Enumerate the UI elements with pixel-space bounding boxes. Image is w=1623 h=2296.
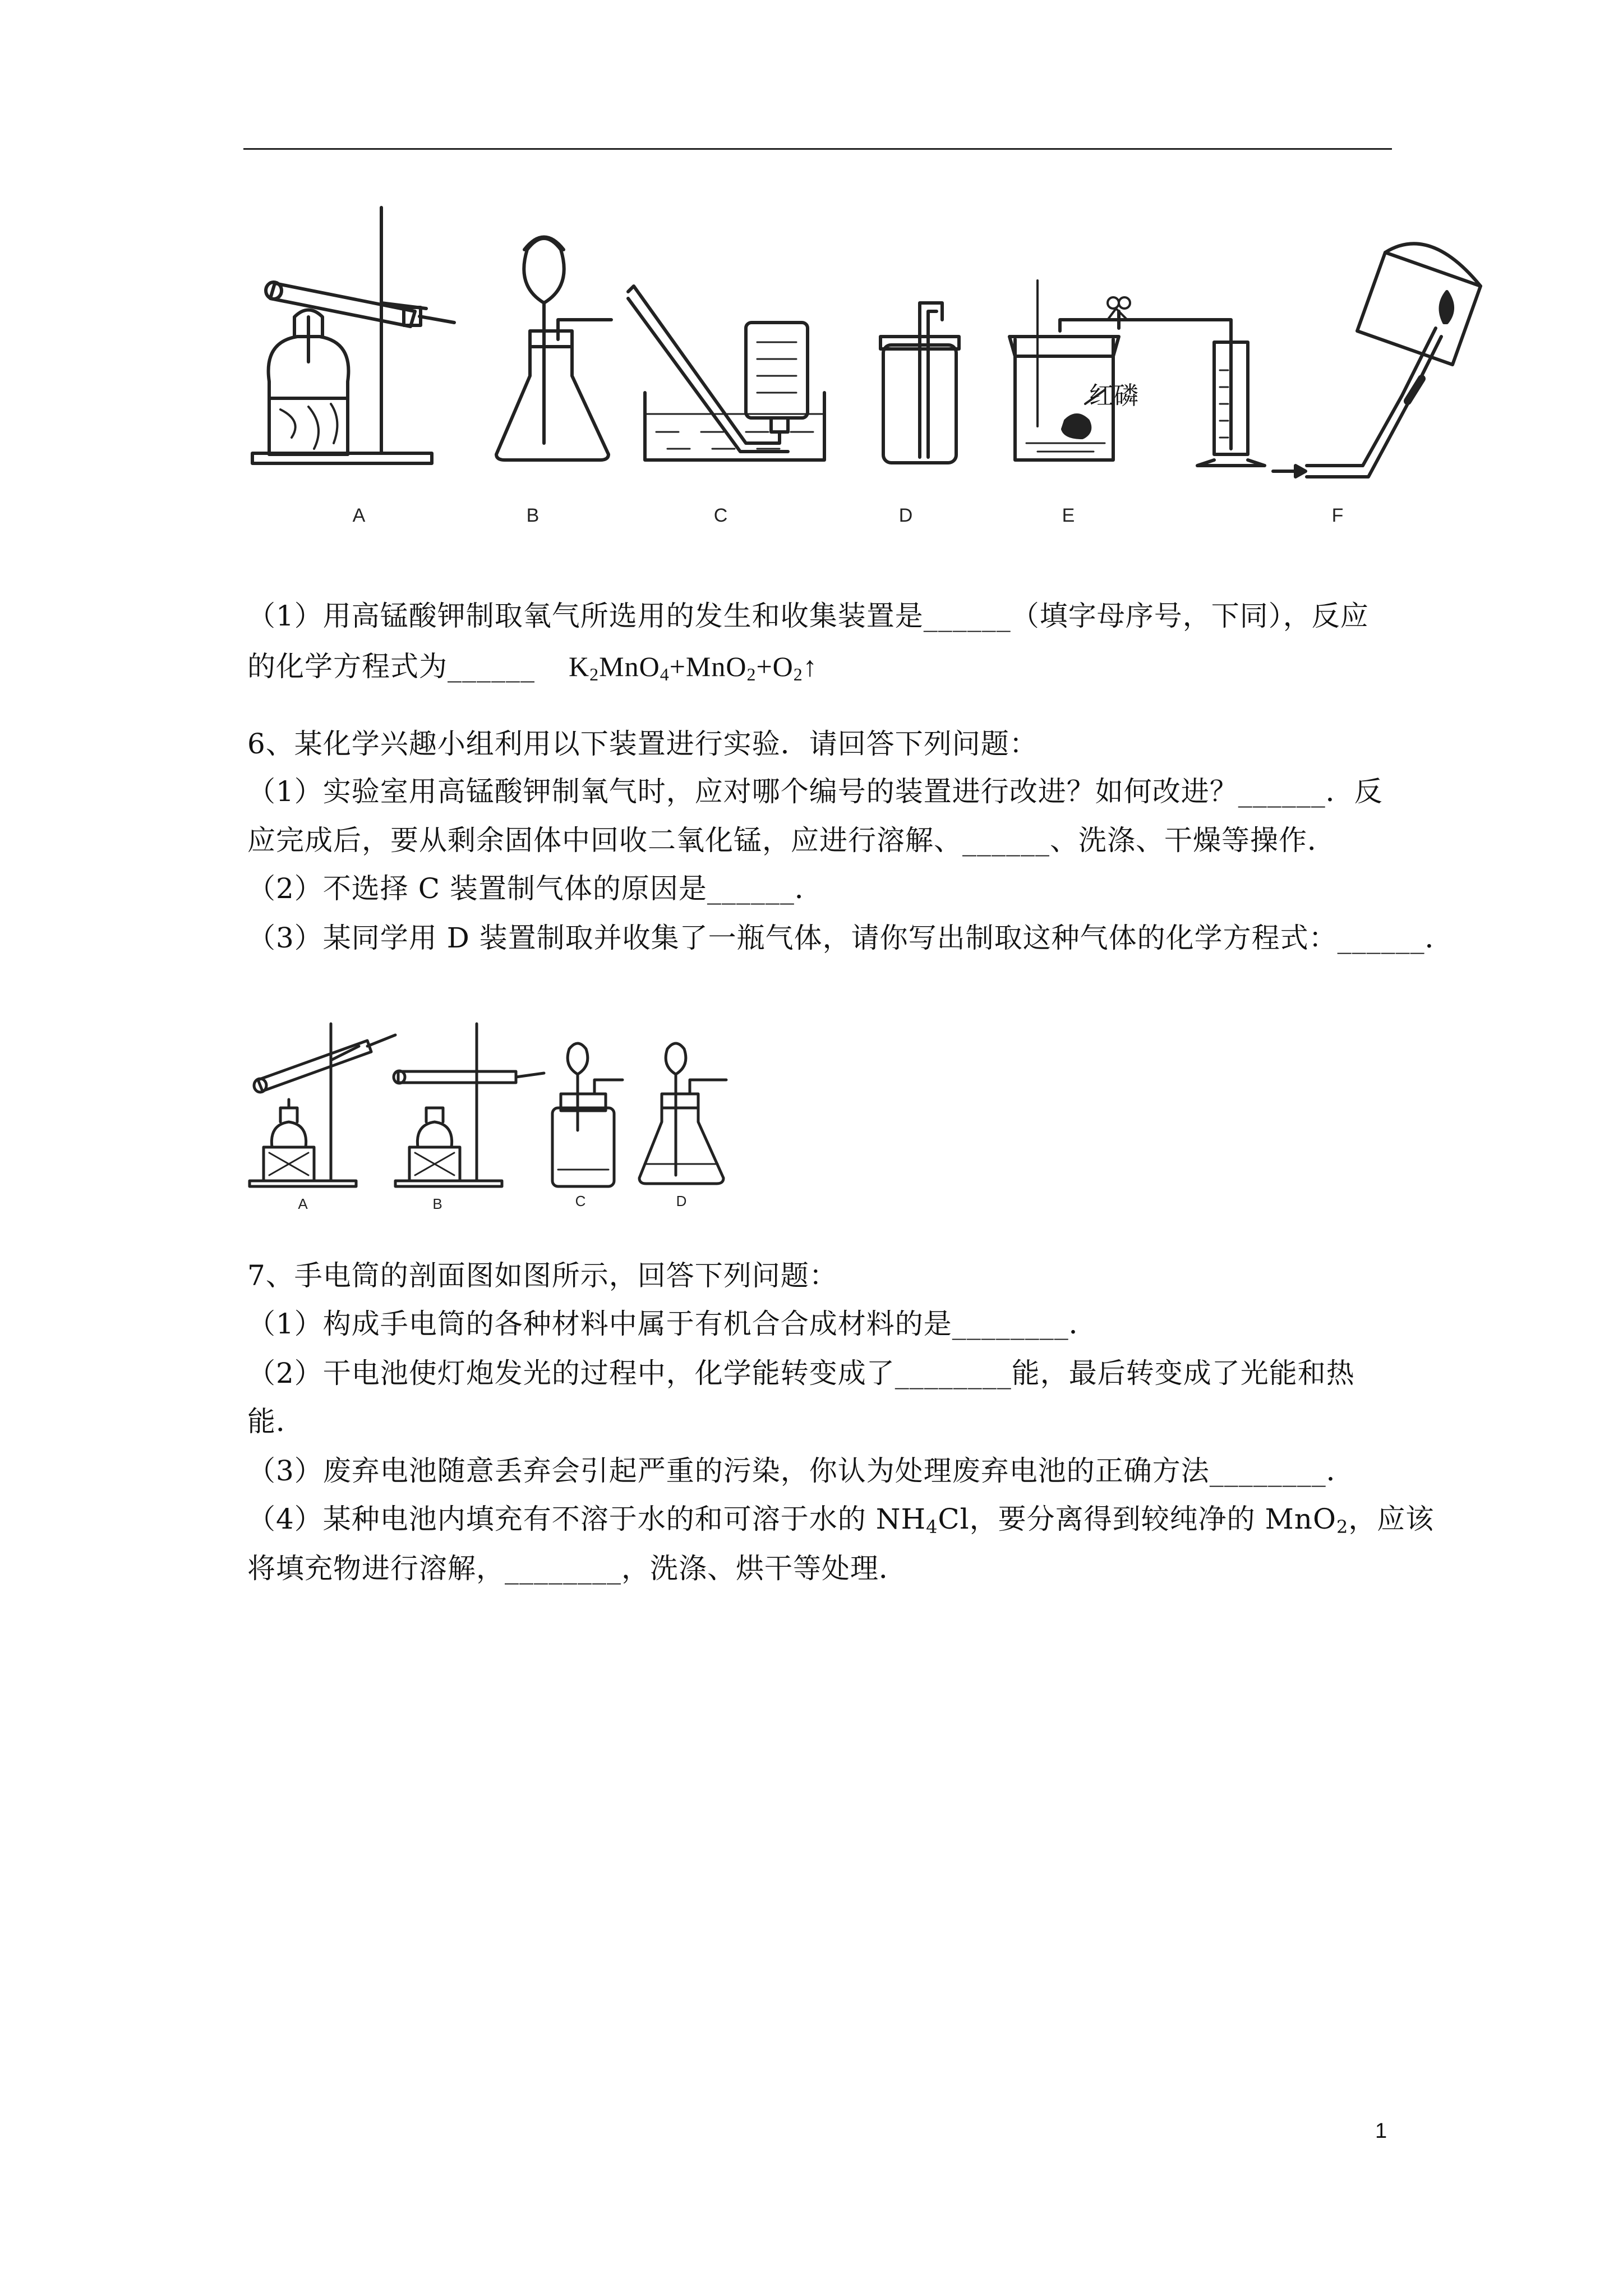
callout-red-phosphorus: 红磷 bbox=[1089, 381, 1138, 410]
arrow-to-f bbox=[1273, 466, 1306, 477]
q5-part1-line2-prefix: 的化学方程式为______ bbox=[247, 650, 535, 683]
q7-part4-line1: （4）某种电池内填充有不溶于水的和可溶于水的 $NH_4Cl$，要分离得到较纯净的 MnO$_2$，应该 bbox=[247, 1503, 1435, 1538]
q7-part4-line2: 将填充物进行溶解，________，洗涤、烘干等处理． bbox=[247, 1552, 907, 1585]
q5-part1-line1: （1）用高锰酸钾制取氧气所选用的发生和收集装置是______（填字母序号，下同），反应 bbox=[247, 600, 1369, 632]
q7-part3: （3）废弃电池随意丢弃会引起严重的污染，你认为处理废弃电池的正确方法________． bbox=[247, 1455, 1355, 1487]
q6-part2: （2）不选择 C 装置制气体的原因是______． bbox=[247, 872, 823, 905]
q6-part1-line2: 应完成后，要从剩余固体中回收二氧化锰，应进行溶解、______、洗涤、干燥等操作． bbox=[247, 824, 1336, 857]
q7-part2-line1: （2）干电池使灯炮发光的过程中，化学能转变成了________能，最后转变成了光能和热 bbox=[247, 1357, 1355, 1389]
apparatus-a bbox=[252, 208, 454, 463]
q6-part3: （3）某同学用 D 装置制取并收集了一瓶气体，请你写出制取这种气体的化学方程式：______． bbox=[247, 922, 1454, 954]
apparatus-figure-1 bbox=[241, 202, 1503, 550]
label-c: C bbox=[713, 505, 728, 526]
label-2a: A bbox=[298, 1195, 308, 1212]
apparatus-figure-2 bbox=[247, 1018, 740, 1220]
apparatus-2d bbox=[639, 1043, 726, 1184]
label-b: B bbox=[526, 505, 540, 526]
apparatus-b bbox=[496, 237, 611, 461]
label-2c: C bbox=[575, 1193, 586, 1209]
label-f: F bbox=[1331, 505, 1344, 526]
q6-part1-line1: （1）实验室用高锰酸钾制氧气时，应对哪个编号的装置进行改进？如何改进？______．反 bbox=[247, 775, 1383, 808]
label-e: E bbox=[1062, 505, 1075, 526]
label-2b: B bbox=[432, 1195, 442, 1212]
label-d: D bbox=[898, 505, 913, 526]
label-2d: D bbox=[676, 1193, 687, 1209]
q6-heading: 6、某化学兴趣小组利用以下装置进行实验．请回答下列问题： bbox=[247, 728, 1038, 760]
page-number: 1 bbox=[1375, 2119, 1387, 2143]
apparatus-e bbox=[1009, 280, 1265, 466]
apparatus-2a bbox=[250, 1024, 395, 1186]
q5-part1-line2 bbox=[247, 648, 818, 684]
equation-products: $K_2MnO_4+MnO_2+O_2↑$ bbox=[569, 651, 818, 684]
q7-part1: （1）构成手电筒的各种材料中属于有机合合成材料的是________． bbox=[247, 1308, 1098, 1340]
label-a: A bbox=[352, 505, 366, 526]
q7-heading: 7、手电筒的剖面图如图所示，回答下列问题： bbox=[247, 1259, 838, 1292]
q7-part2-line2: 能． bbox=[247, 1405, 305, 1438]
apparatus-2b bbox=[394, 1024, 544, 1186]
apparatus-2c bbox=[552, 1043, 623, 1186]
apparatus-c bbox=[628, 286, 824, 460]
apparatus-d bbox=[880, 303, 959, 463]
header-rule bbox=[243, 148, 1392, 150]
apparatus-f bbox=[1307, 243, 1481, 477]
